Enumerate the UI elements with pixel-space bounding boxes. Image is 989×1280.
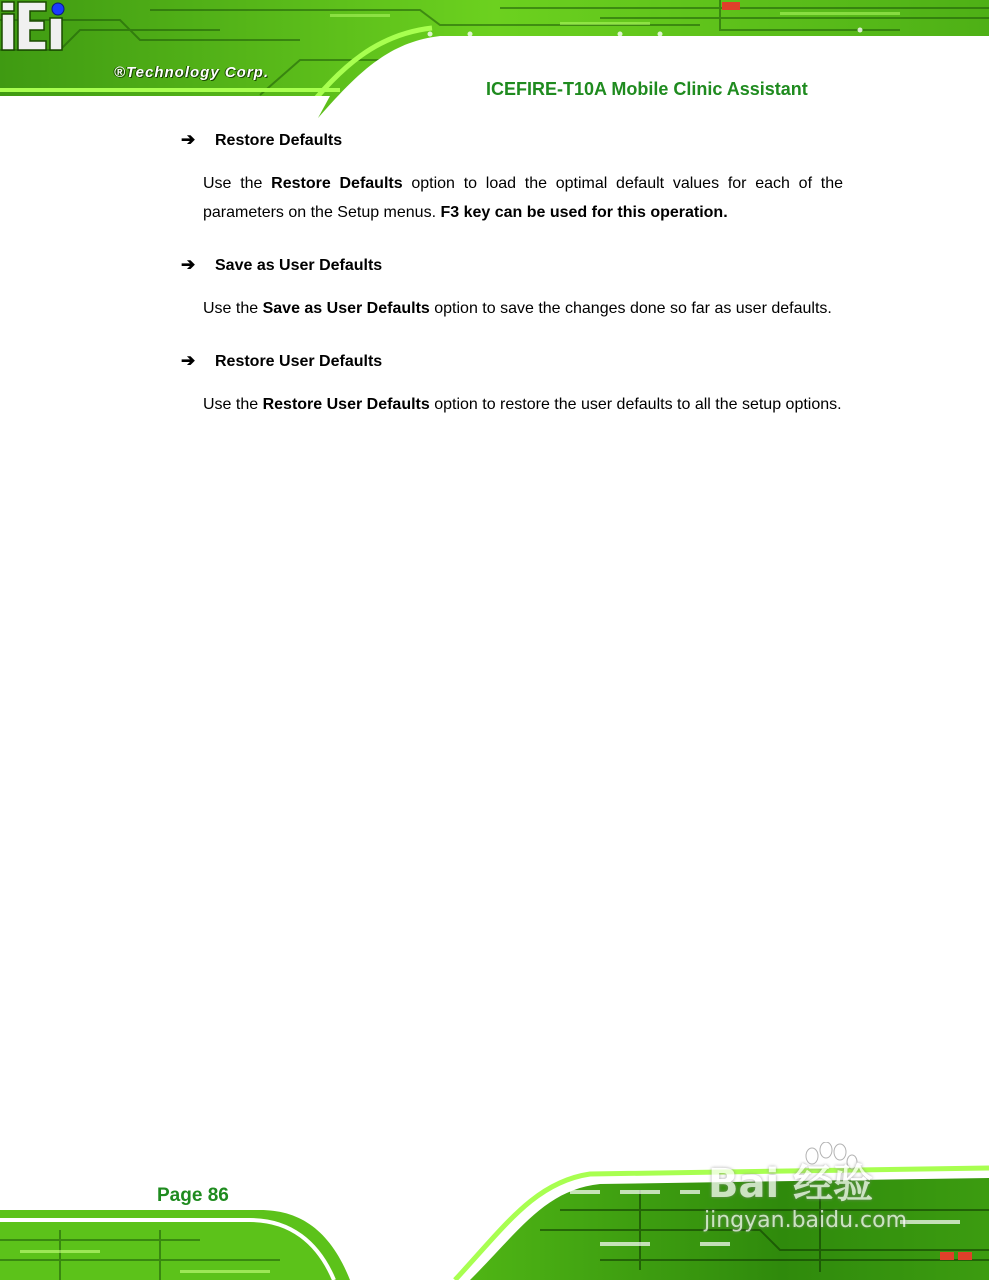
section-heading (181, 255, 382, 275)
heading-text: Save as User Defaults (215, 257, 383, 274)
iei-logo-icon (0, 0, 70, 52)
section-heading (181, 130, 342, 150)
arrow-bullet-icon: ➔ (181, 351, 196, 370)
para-text: Use the (203, 300, 263, 317)
para-text: Use the (203, 175, 272, 192)
section-paragraph (203, 390, 883, 419)
section-heading (181, 351, 382, 371)
company-logo-text: ®Technology Corp. (114, 64, 269, 81)
para-bold: F3 key can be used for this operation. (440, 204, 728, 221)
para-bold: Save as User Defaults (262, 300, 430, 317)
section-paragraph (203, 169, 843, 227)
para-bold: Restore User Defaults (262, 396, 430, 413)
para-text: option to load the optimal default values for each of the parameters on the Setup menus. (203, 175, 843, 221)
arrow-bullet-icon: ➔ (181, 255, 196, 274)
page-number: Page 86 (157, 1185, 229, 1206)
watermark-url: jingyan.baidu.com (704, 1208, 908, 1233)
watermark-brand: Bai 经验 (708, 1161, 874, 1207)
arrow-bullet-icon: ➔ (181, 130, 196, 149)
para-text: option to restore the user defaults to all the setup options. (429, 396, 842, 413)
baidu-watermark (700, 1150, 950, 1260)
heading-text: Restore Defaults (215, 132, 343, 149)
page-header (0, 0, 989, 118)
para-text: Use the (203, 396, 263, 413)
circuit-board-banner (0, 0, 989, 118)
heading-text: Restore User Defaults (215, 353, 383, 370)
para-bold: Restore Defaults (271, 175, 403, 192)
para-text: option to save the changes done so far as user defaults. (429, 300, 832, 317)
document-title: ICEFIRE-T10A Mobile Clinic Assistant (486, 79, 808, 99)
section-paragraph (203, 294, 883, 323)
